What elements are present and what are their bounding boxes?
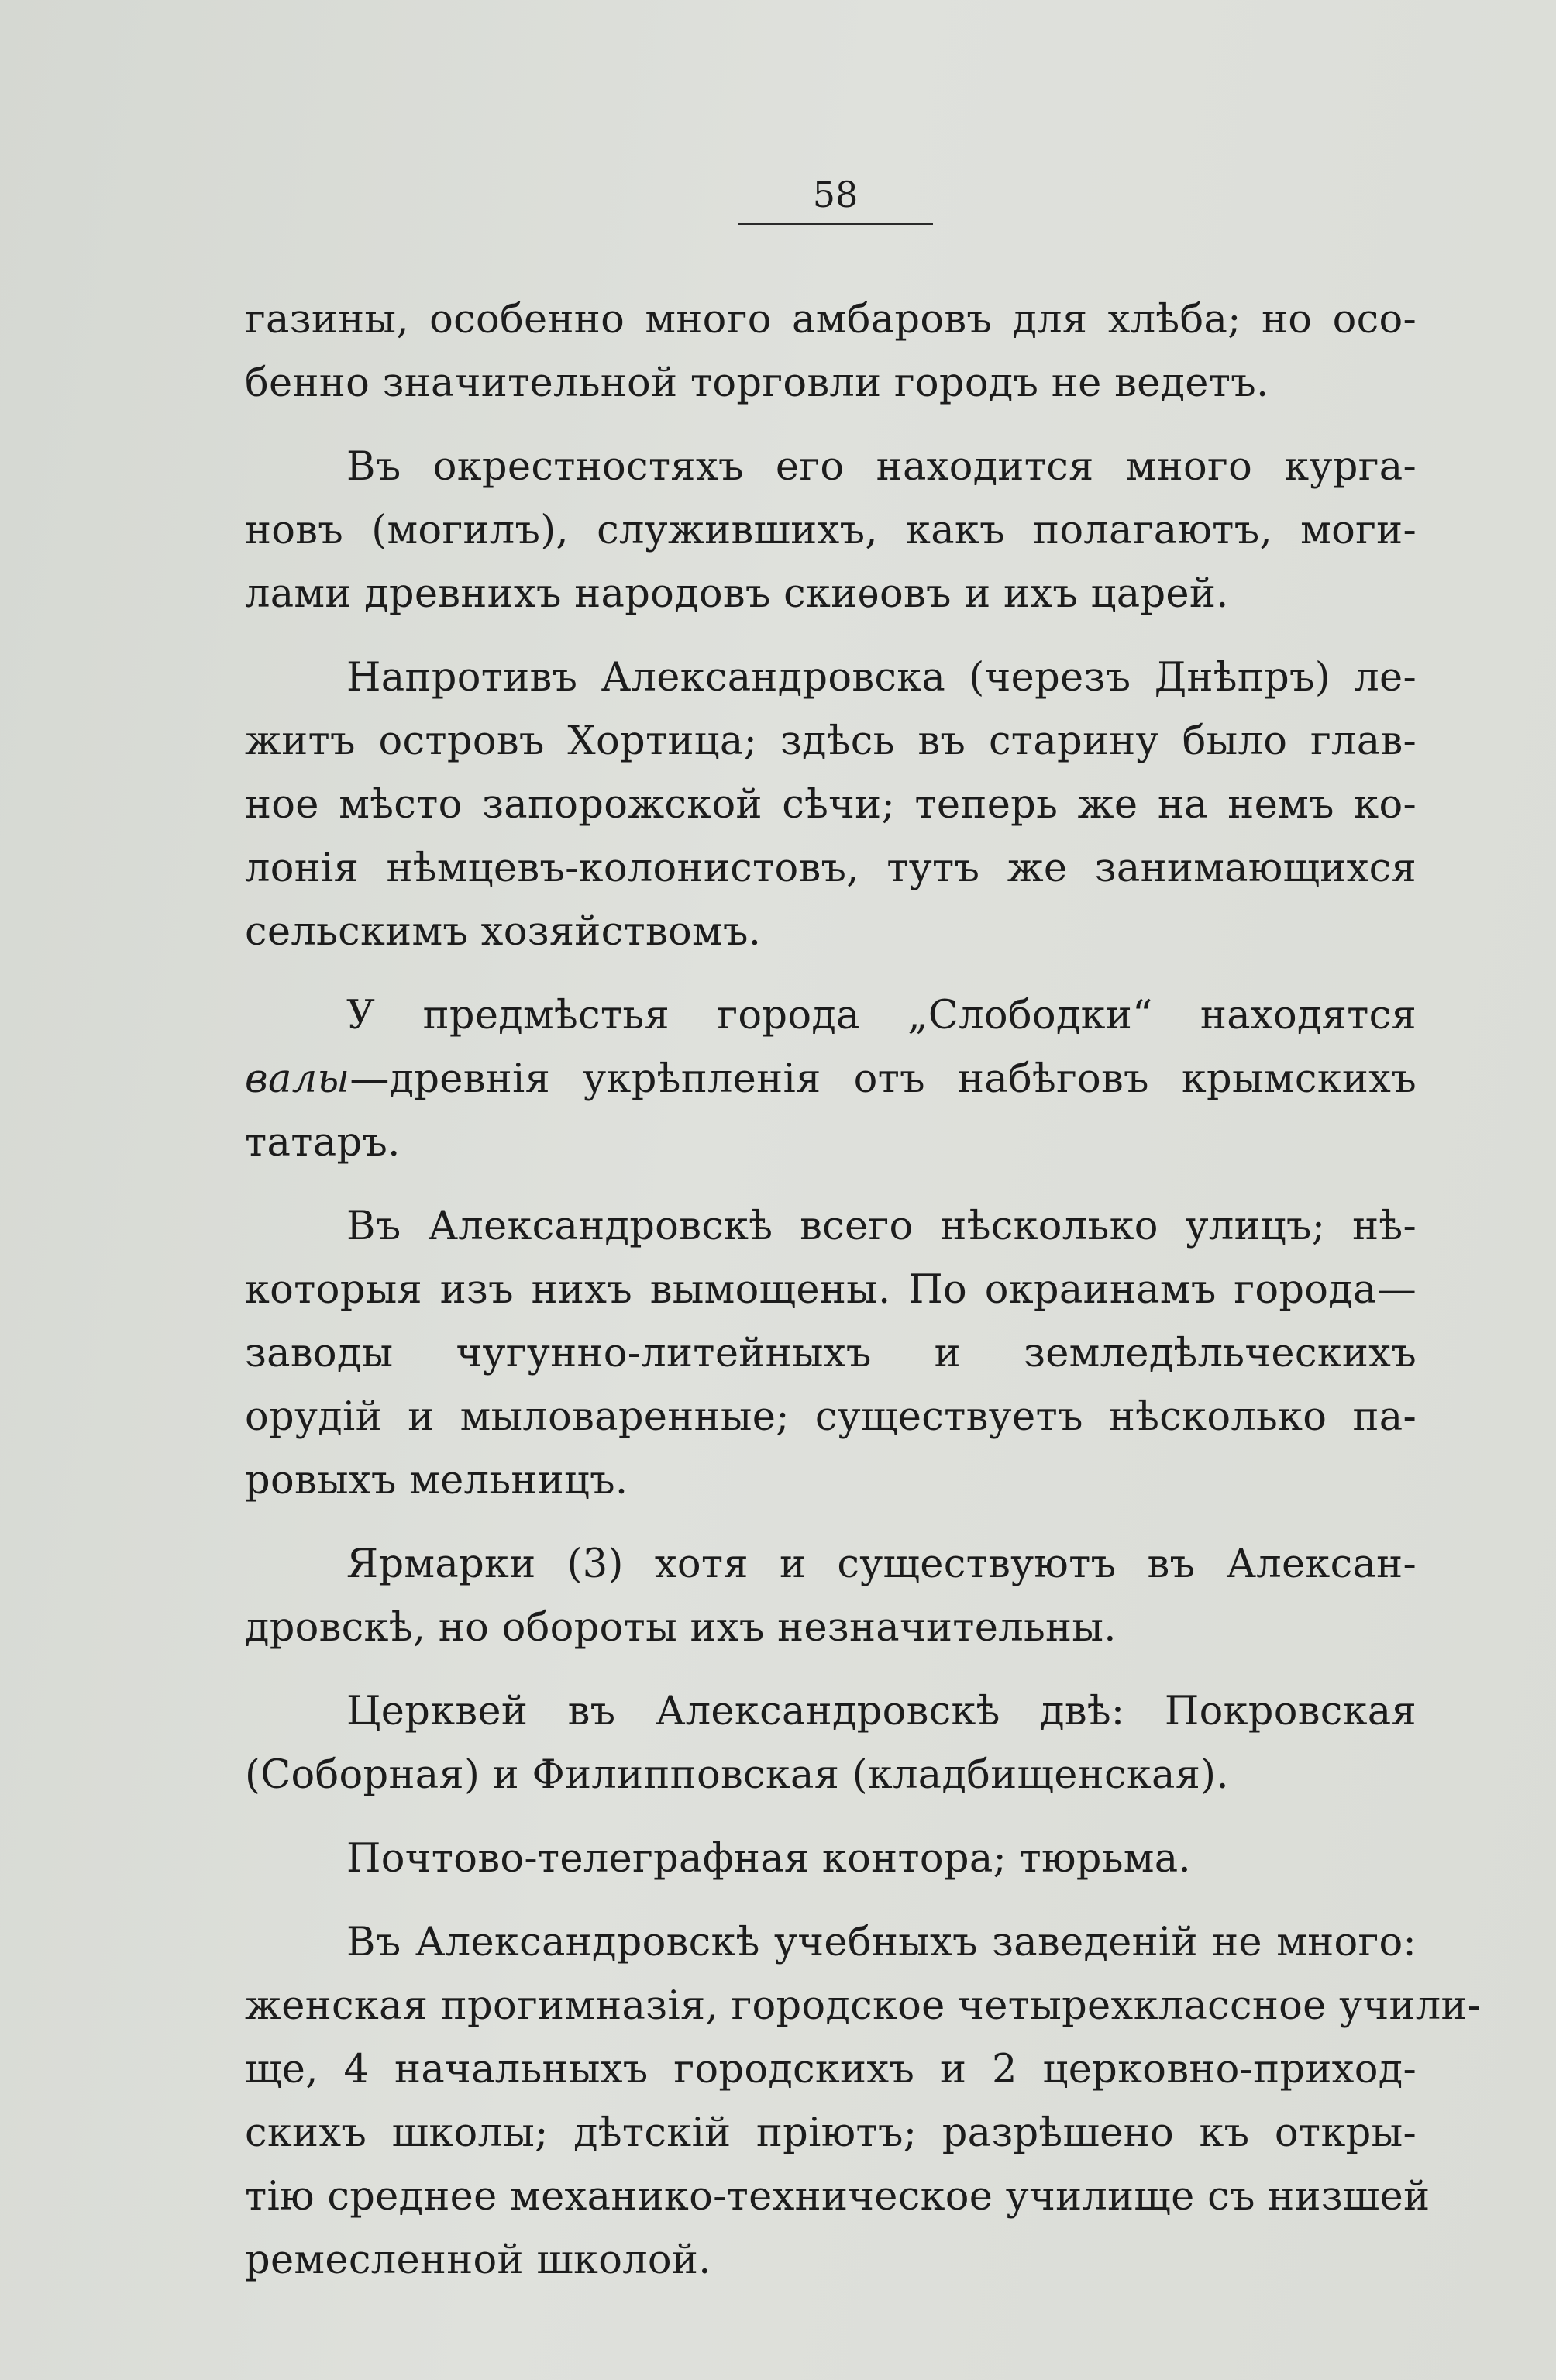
paragraph (245, 436, 1417, 626)
paragraph (245, 1533, 1417, 1660)
paragraph (245, 984, 1417, 1175)
paragraph (245, 1195, 1417, 1513)
paragraph (245, 288, 1417, 415)
page-header (735, 174, 936, 225)
paragraph (245, 1911, 1482, 2292)
text-line: газины, особенно много амбаровъ для хлѣба; но осо- (245, 297, 1417, 343)
text-line: Напротивъ Александровска (черезъ Днѣпръ) ле- (346, 655, 1417, 701)
text-line: Ярмарки (3) хотя и существуютъ въ Алексан- (346, 1541, 1417, 1587)
body-text (245, 288, 1482, 2292)
text-line: бенно значительной торговли городъ не ведетъ. (245, 360, 1269, 406)
text-line: заводы чугунно-литейныхъ и земледѣльческихъ (245, 1331, 1417, 1376)
header-rule (738, 223, 933, 225)
page-number: 58 (812, 174, 859, 215)
text-fragment: —древнія укрѣпленія отъ набѣговъ крымскихъ (349, 1056, 1417, 1102)
text-line: Въ окрестностяхъ его находится много курга- (346, 444, 1417, 490)
text-line: татаръ. (245, 1120, 401, 1166)
text-line: (Соборная) и Филипповская (кладбищенская). (245, 1752, 1229, 1798)
text-line: которыя изъ нихъ вымощены. По окраинамъ города— (245, 1267, 1417, 1313)
text-line: житъ островъ Хортица; здѣсь въ старину было глав- (245, 718, 1417, 764)
text-line: лонія нѣмцевъ-колонистовъ, тутъ же занимающихся (245, 846, 1417, 891)
text-line: Церквей въ Александровскѣ двѣ: Покровская (346, 1689, 1417, 1734)
text-line: тію среднее механико-техническое училище съ низшей (245, 2174, 1430, 2220)
text-line: новъ (могилъ), служившихъ, какъ полагаютъ, моги- (245, 508, 1417, 553)
paragraph (245, 646, 1417, 964)
text-line: Въ Александровскѣ учебныхъ заведеній не много: (346, 1920, 1417, 1965)
text-line (245, 1048, 1417, 1111)
text-line: ровыхъ мельницъ. (245, 1458, 628, 1503)
text-line: дровскѣ, но обороты ихъ незначительны. (245, 1605, 1117, 1651)
text-line: ремесленной школой. (245, 2237, 711, 2283)
text-line: женская прогимназія, городское четырехклассное учили- (245, 1983, 1482, 2029)
text-line: ное мѣсто запорожской сѣчи; теперь же на немъ ко- (245, 782, 1417, 828)
text-line: Почтово-телеграфная контора; тюрьма. (346, 1836, 1191, 1882)
text-line: орудій и мыловаренные; существуетъ нѣсколько па- (245, 1394, 1417, 1440)
text-line: скихъ школы; дѣтскій пріютъ; разрѣшено къ откры- (245, 2110, 1417, 2156)
paragraph (245, 1680, 1417, 1807)
text-line: Въ Александровскѣ всего нѣсколько улицъ; нѣ- (346, 1204, 1417, 1249)
text-line: лами древнихъ народовъ скиѳовъ и ихъ царей. (245, 571, 1229, 617)
paragraph (245, 1827, 1417, 1891)
text-line: У предмѣстья города „Слободки“ находятся (346, 993, 1417, 1038)
text-line: сельскимъ хозяйствомъ. (245, 909, 762, 955)
text-line: ще, 4 начальныхъ городскихъ и 2 церковно-приход- (245, 2047, 1417, 2092)
italic-word: валы (245, 1056, 350, 1102)
